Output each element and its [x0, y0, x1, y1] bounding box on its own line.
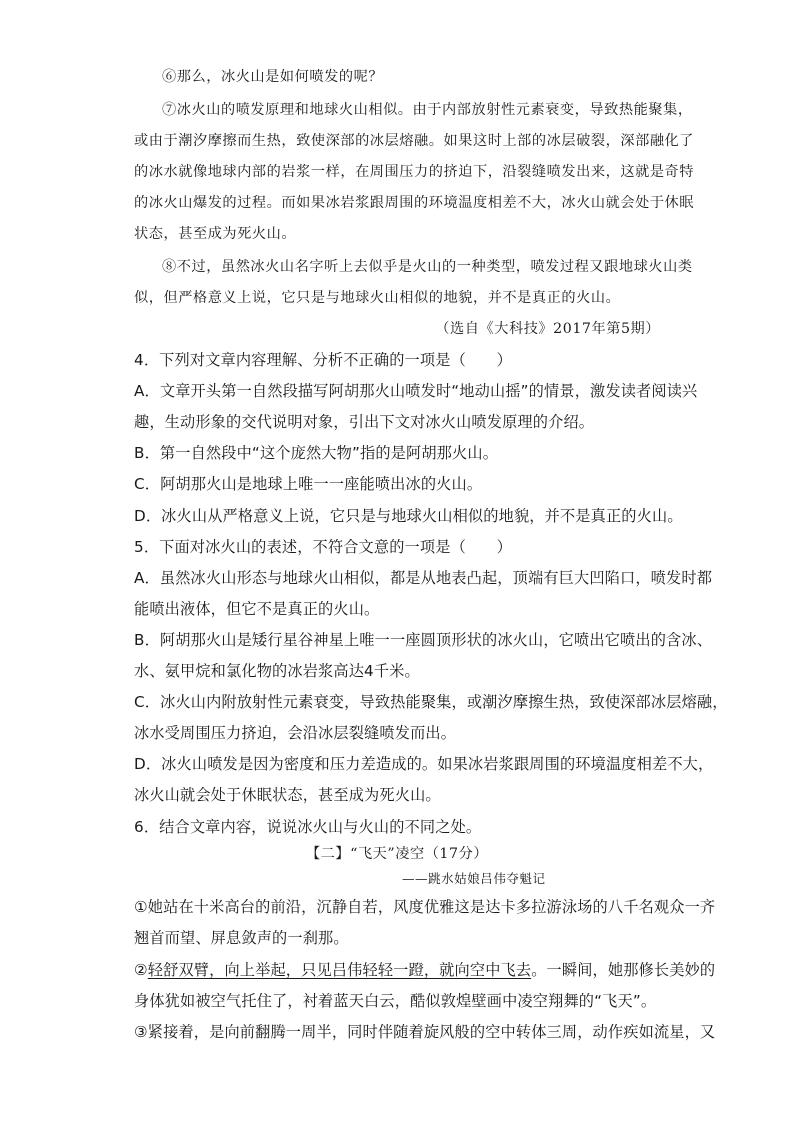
paragraph-8-line: 似，但严格意义上说，它只是与地球火山相似的地貌，并不是真正的火山。 — [134, 290, 621, 306]
question-4-option-b: B．第一自然段中“这个庞然大物”指的是阿胡那火山。 — [134, 444, 499, 462]
section-2-paragraph-2 — [134, 959, 715, 980]
question-4-option-a-cont: 趣，生动形象的交代说明对象，引出下文对冰火山喷发原理的介绍。 — [134, 413, 595, 431]
section-2-paragraph-1-cont: 翘首而望、屏息敛声的一刹那。 — [134, 929, 349, 947]
paragraph-2-rest: 。一瞬间，她那修长美妙的 — [531, 961, 716, 979]
question-5-stem: 5．下面对冰火山的表述，不符合文意的一项是（ ） — [134, 538, 512, 556]
source-citation: （选自《大科技》2017年第5期） — [435, 321, 660, 337]
question-4-option-a: A．文章开头第一自然段描写阿胡那火山喷发时“地动山摇”的情景，激发读者阅读兴 — [134, 382, 698, 400]
paragraph-7-line: ⑦冰火山的喷发原理和地球火山相似。由于内部放射性元素衰变，导致热能聚集， — [162, 102, 693, 118]
paragraph-6: ⑥那么，冰火山是如何喷发的呢？ — [162, 69, 384, 85]
paragraph-8-line: ⑧不过，虽然冰火山名字听上去似乎是火山的一种类型，喷发过程又跟地球火山类 — [162, 259, 693, 275]
question-5-option-c: C．冰火山内附放射性元素衰变，导致热能聚集，或潮汐摩擦生热，致使深部冰层熔融， — [134, 693, 728, 711]
question-5-option-b: B．阿胡那火山是矮行星谷神星上唯一一座圆顶形状的冰火山，它喷出它喷出的含冰、 — [134, 631, 713, 649]
paragraph-7-line: 状态，甚至成为死火山。 — [134, 226, 297, 242]
question-5-option-d: D．冰火山喷发是因为密度和压力差造成的。如果冰岩浆跟周围的环境温度相差不大， — [134, 755, 714, 773]
paragraph-7-line: 的冰火山爆发的过程。而如果冰岩浆跟周围的环境温度相差不大，冰火山就会处于休眠 — [134, 195, 695, 211]
section-2-title: 【二】“飞天”凌空（17分） — [305, 846, 489, 862]
section-2-paragraph-2-cont: 身体犹如被空气托住了，衬着蓝天白云，酷似敦煌壁画中凌空翔舞的“飞天”。 — [134, 992, 657, 1010]
question-5-option-a-cont: 能喷出液体，但它不是真正的火山。 — [134, 600, 380, 618]
question-6-stem: 6．结合文章内容，说说冰火山与火山的不同之处。 — [134, 818, 482, 836]
question-5-option-d-cont: 冰火山就会处于休眠状态，甚至成为死火山。 — [134, 786, 441, 804]
question-5-option-b-cont: 水、氨甲烷和氯化物的冰岩浆高达4千米。 — [134, 662, 420, 680]
question-4-option-d: D．冰火山从严格意义上说，它只是与地球火山相似的地貌，并不是真正的火山。 — [134, 507, 683, 525]
question-5-option-a: A．虽然冰火山形态与地球火山相似，都是从地表凸起，顶端有巨大凹陷口，喷发时都 — [134, 569, 713, 587]
question-4-stem: 4．下列对文章内容理解、分析不正确的一项是（ ） — [134, 351, 512, 369]
paragraph-7-line: 或由于潮汐摩擦而生热，致使深部的冰层熔融。如果这时上部的冰层破裂，深部融化了 — [134, 133, 695, 149]
section-2-subtitle: ——跳水姑娘吕伟夺魁记 — [402, 871, 546, 886]
section-2-paragraph-3: ③紧接着，是向前翻腾一周半，同时伴随着旋风般的空中转体三周，动作疾如流星，又 — [134, 1023, 716, 1041]
section-2-paragraph-1: ①她站在十米高台的前沿，沉静自若，风度优雅这是达卡多拉游泳场的八千名观众一齐 — [134, 898, 716, 916]
paragraph-marker: ② — [134, 961, 148, 979]
paragraph-7-line: 的冰水就像地球内部的岩浆一样，在周围压力的挤迫下，沿裂缝喷发出来，这就是奇特 — [134, 164, 695, 180]
question-5-option-c-cont: 冰水受周围压力挤迫，会沿冰层裂缝喷发而出。 — [134, 724, 457, 742]
underlined-sentence: 轻舒双臂，向上举起，只见吕伟轻轻一蹬，就向空中飞去 — [147, 961, 532, 979]
question-4-option-c: C．阿胡那火山是地球上唯一一座能喷出冰的火山。 — [134, 475, 483, 493]
